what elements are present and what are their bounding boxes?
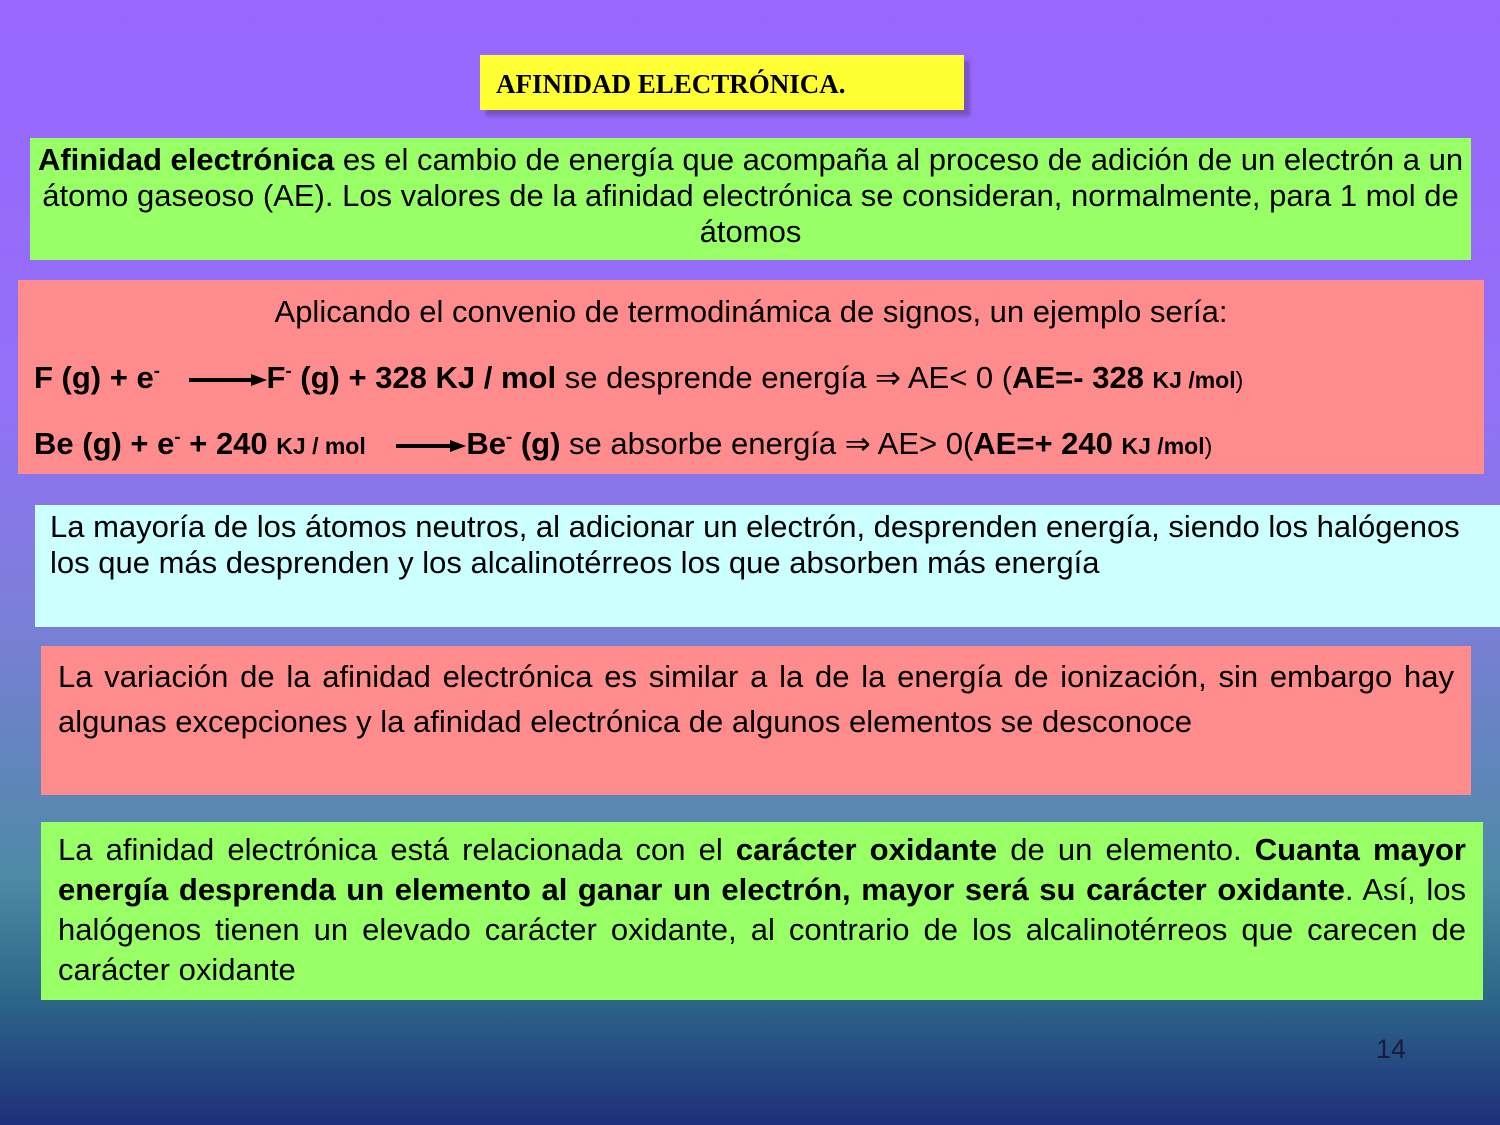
eq2-close: ) bbox=[1204, 433, 1213, 459]
oxidant-box bbox=[41, 822, 1483, 1000]
eq2-result: AE=+ 240 bbox=[973, 426, 1122, 461]
variation-box: La variación de la afinidad electrónica es similar a la de la energía de ionización, sin embargo hay algunas excepciones y la afinidad electrónica de algunos elementos se desconoce bbox=[41, 646, 1471, 795]
oxidant-bold2: Cuanta mayor energía desprenda un elemento al ganar un electrón, mayor será su carácter oxidante bbox=[58, 832, 1466, 907]
eq2-reactants: Be (g) + e- + 240 KJ / mol bbox=[34, 425, 366, 461]
equation-fluorine bbox=[34, 360, 1243, 396]
equation-beryllium bbox=[34, 426, 1212, 462]
oxidant-part3: . Así, los halógenos tienen un elevado carácter oxidante, al contrario de los alcalinotérreos que carecen de carácter oxidante bbox=[58, 872, 1466, 987]
eq1-unit: KJ /mol bbox=[1152, 367, 1236, 393]
oxidant-bold1: carácter oxidante bbox=[735, 832, 998, 867]
eq1-close: ) bbox=[1235, 367, 1244, 393]
reaction-arrow-icon bbox=[189, 373, 267, 387]
oxidant-part2: de un elemento. bbox=[997, 832, 1255, 867]
eq1-result: AE=- 328 bbox=[1012, 360, 1153, 395]
eq2-products: Be- (g) bbox=[466, 425, 561, 461]
eq1-description: se desprende energía ⇒ AE< 0 ( bbox=[556, 360, 1013, 395]
eq2-description: se absorbe energía ⇒ AE> 0( bbox=[560, 426, 974, 461]
definition-box bbox=[30, 138, 1471, 260]
definition-text: es el cambio de energía que acompaña al proceso de adición de un electrón a un átomo gaseoso (AE). Los valores de la afinidad electrónica se consideran, normalmente, para 1 mol de átomos bbox=[42, 142, 1464, 249]
eq2-unit: KJ /mol bbox=[1121, 433, 1205, 459]
majority-box: La mayoría de los átomos neutros, al adicionar un electrón, desprenden energía, siendo los halógenos los que más desprenden y los alcalinotérreos los que absorben más energía bbox=[35, 505, 1500, 627]
page-number: 14 bbox=[1376, 1034, 1407, 1064]
definition-term: Afinidad electrónica bbox=[37, 142, 335, 177]
eq1-reactants: F (g) + e- bbox=[34, 359, 160, 395]
example-box bbox=[18, 280, 1484, 474]
reaction-arrow-icon bbox=[396, 439, 466, 453]
example-intro: Aplicando el convenio de termodinámica de signos, un ejemplo sería: bbox=[274, 294, 1228, 329]
oxidant-part1: La afinidad electrónica está relacionada con el bbox=[58, 832, 736, 867]
slide-title: AFINIDAD ELECTRÓNICA. bbox=[480, 55, 964, 110]
eq1-products: F- (g) + 328 KJ / mol bbox=[266, 359, 557, 395]
